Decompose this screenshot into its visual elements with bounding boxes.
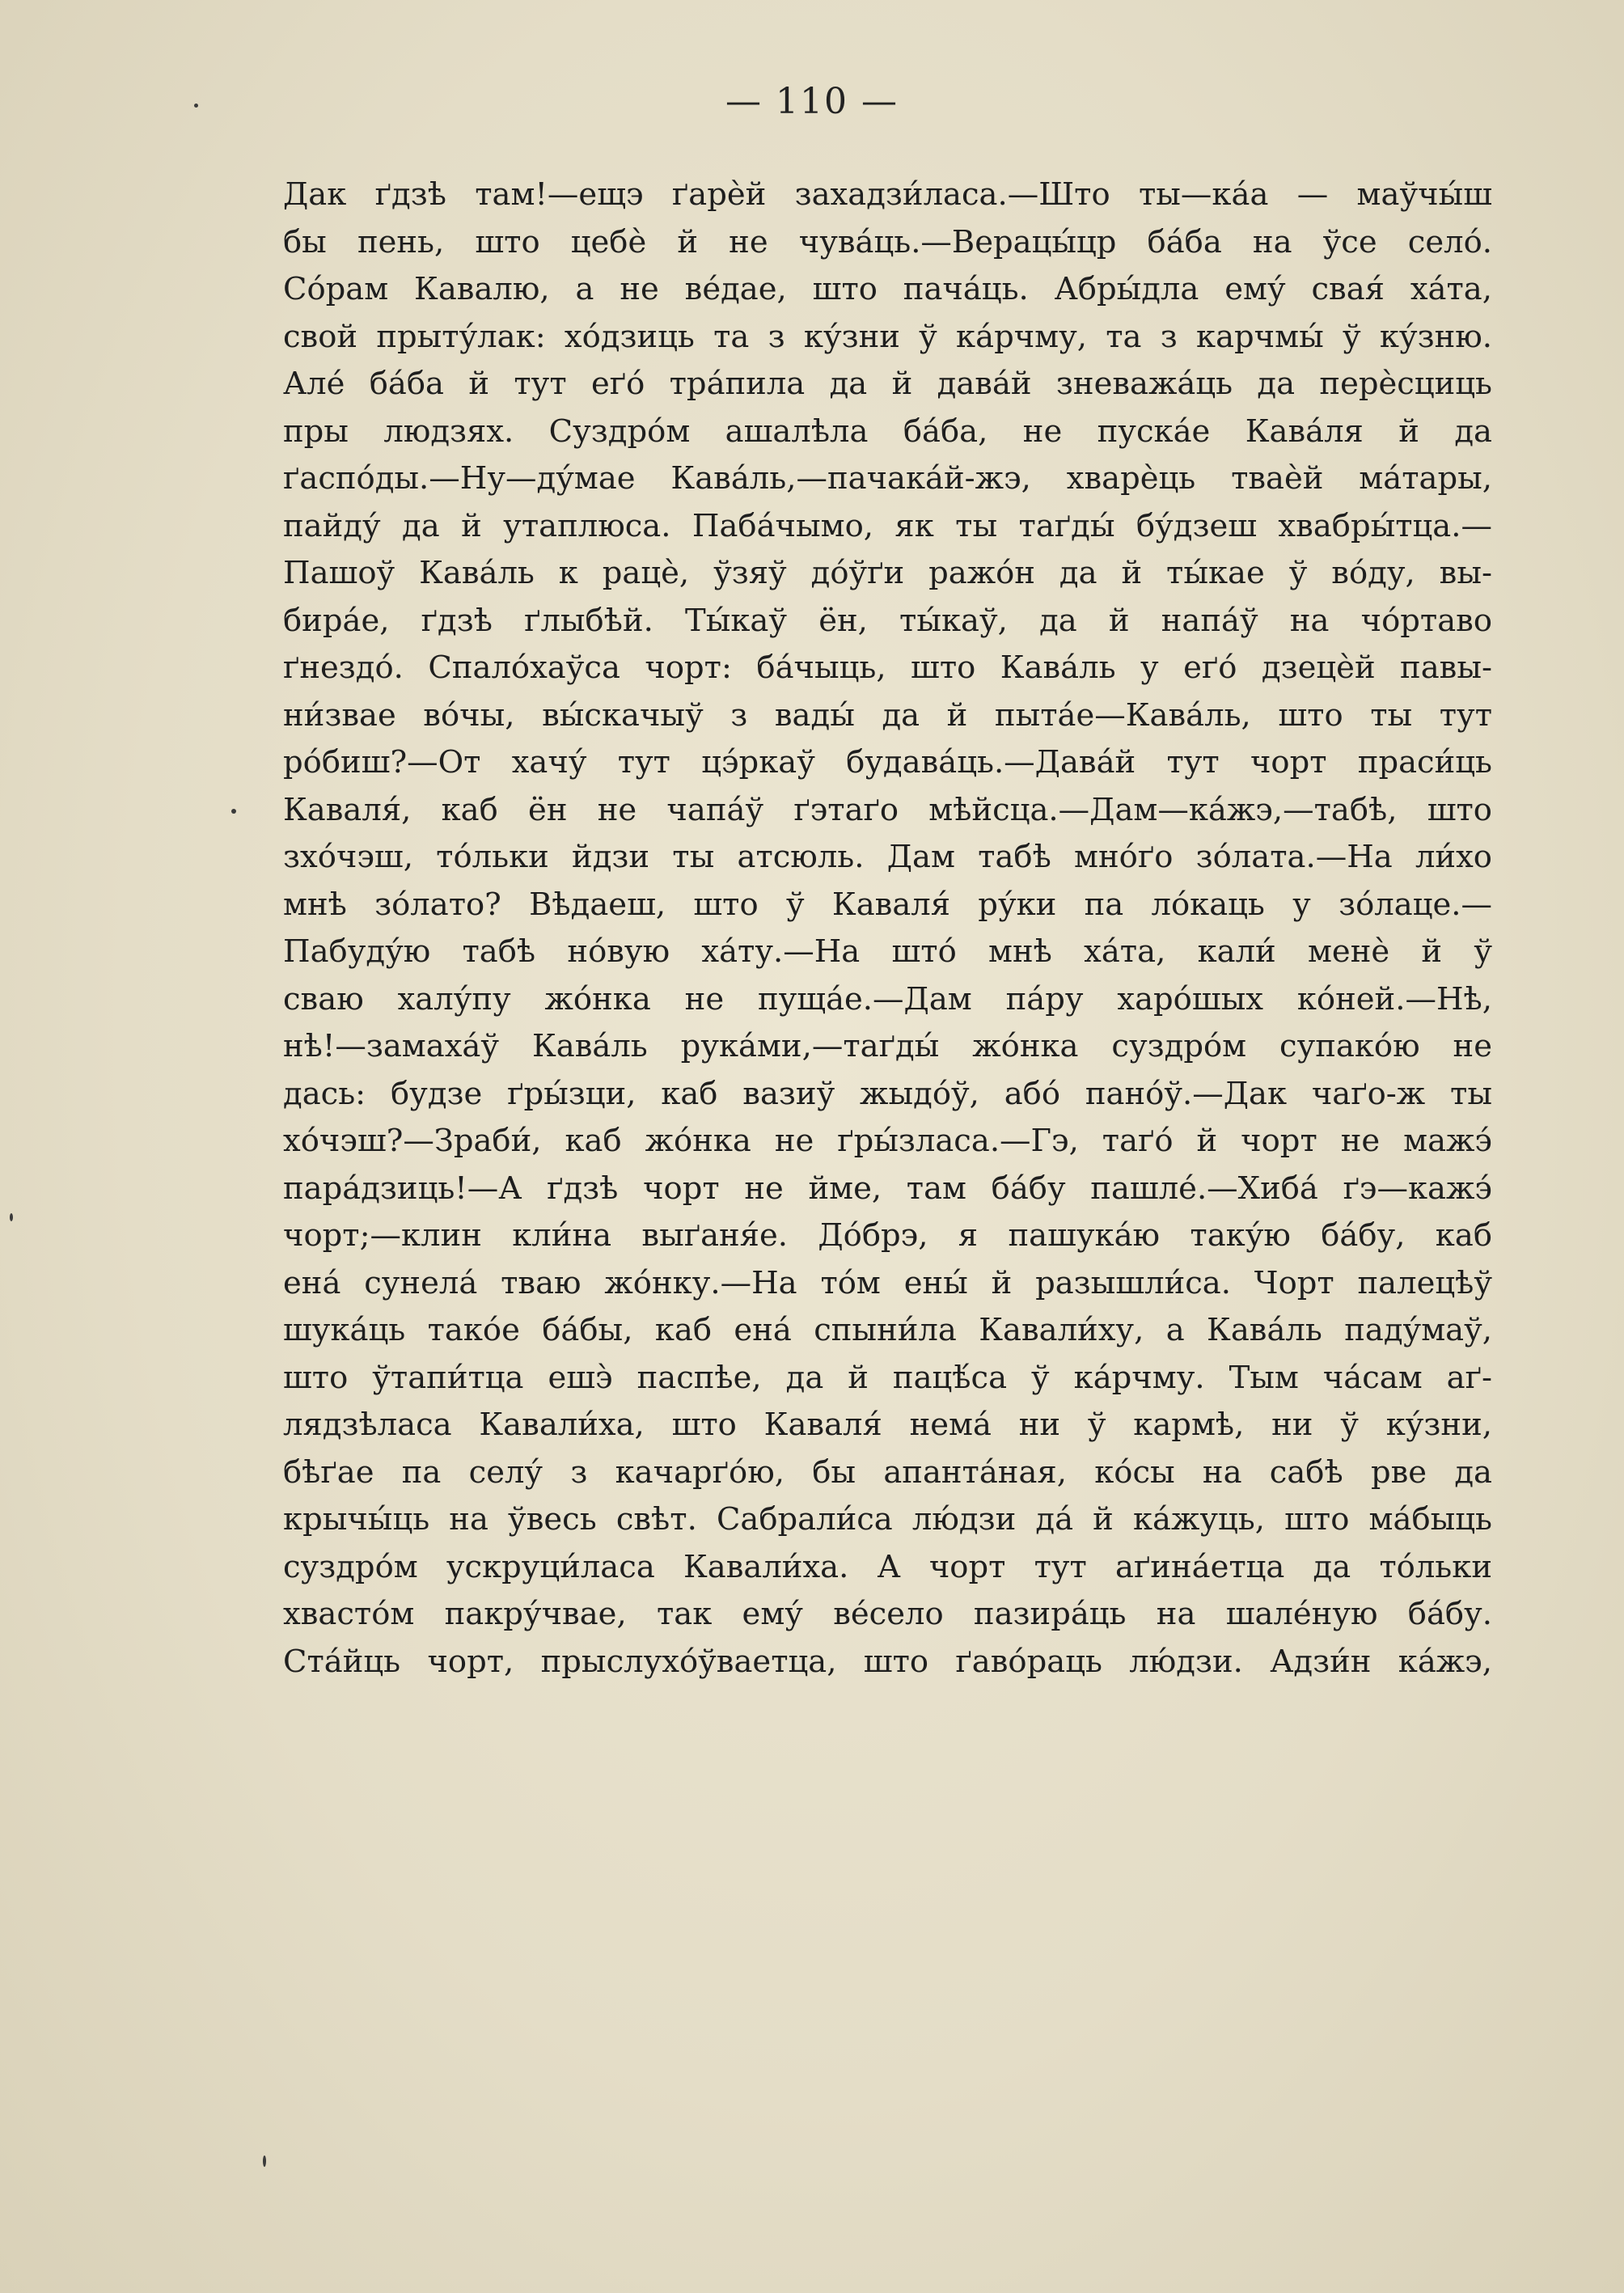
text-line: хо́чэш?—Зраби́, каб жо́нка не ґры́зласа.—Гэ, таґо́ й чорт не мажэ́: [283, 1123, 1492, 1159]
text-line: пайду́ да й утаплюса. Паба́чымо, як ты таґды́ бу́дзеш хвабры́тца.—: [283, 507, 1492, 544]
text-line: што ўтапи́тца ешэ̀ паспѣе, да й пацѣ́са ў ка́рчму. Тым ча́сам аґ-: [283, 1359, 1492, 1396]
paper-speck: [194, 104, 198, 108]
text-line: ни́звае во́чы, вы́скачыў з вады́ да й пыта́е—Кава́ль, што ты тут: [283, 696, 1492, 734]
text-line: крычы́ць на ўвесь свѣт. Сабрали́са лю́дзи да́ й ка́жуць, што ма́быць: [283, 1501, 1492, 1538]
text-line: Пашоў Кава́ль к рацѐ, ўзяў до́ўґи ражо́н да й ты́кае ў во́ду, вы-: [283, 555, 1492, 591]
text-line: ена́ сунела́ тваю жо́нку.—На то́м ены́ й разышли́са. Чорт палецѣў: [283, 1264, 1492, 1301]
text-line: дась: будзе ґры́зци, каб вазиў жыдо́ў, або́ пано́ў.—Дак чаґо-ж ты: [283, 1075, 1492, 1112]
text-line: ро́биш?—От хачу́ тут цэ́ркаў будава́ць.—Дава́й тут чорт праси́ць: [283, 744, 1492, 781]
text-line: шука́ць тако́е ба́бы, каб ена́ спыни́ла Кавали́ху, а Кава́ль паду́маў,: [283, 1312, 1492, 1348]
page-number: — 110 —: [725, 81, 899, 122]
text-line: Ста́йць чорт, прыслухо́ўваетца, што ґаво́раць лю́дзи. Адзи́н ка́жэ,: [283, 1643, 1492, 1680]
text-line: свой прыту́лак: хо́дзиць та з ку́зни ў ка́рчму, та з карчмы́ ў ку́зню.: [283, 318, 1492, 355]
paper-speck: [10, 1213, 13, 1221]
text-line: пры людзях. Суздро́м ашалѣла ба́ба, не пуска́е Кава́ля й да: [283, 412, 1492, 450]
text-line: чорт;—клин кли́на выґаня́е. До́брэ, я пашука́ю таку́ю ба́бу, каб: [283, 1217, 1492, 1254]
text-line: бира́е, ґдзѣ ґлыбѣй. Ты́каў ён, ты́каў, да й напа́ў на чо́ртаво: [283, 602, 1492, 639]
text-line: мнѣ зо́лато? Вѣдаеш, што ў Каваля́ ру́ки па ло́каць у зо́лаце.—: [283, 886, 1492, 923]
text-line: Дак ґдзѣ там!—ещэ ґарѐй захадзи́ласа.—Што ты—ка́а — маўчы́ш: [283, 176, 1492, 213]
text-line: ґаспо́ды.—Ну—ду́мае Кава́ль,—пачака́й-жэ, хварѐць тваѐй ма́тары,: [283, 460, 1492, 497]
text-line: ґнездо́. Спало́хаўса чорт: ба́чыць, што Кава́ль у еґо́ дзецѐй павы-: [283, 649, 1492, 686]
text-line: зхо́чэш, то́льки йдзи ты атсюль. Дам табѣ мно́ґо зо́лата.—На ли́хо: [283, 839, 1492, 875]
text-line: Каваля́, каб ён не чапа́ў ґэтаґо мѣйсца.—Дам—ка́жэ,—табѣ, што: [283, 791, 1492, 828]
paper-speck: [263, 2156, 266, 2167]
text-line: бы пень, што цебѐ й не чува́ць.—Верацы́цр ба́ба на ўсе село́.: [283, 223, 1492, 260]
text-line: хвасто́м пакру́чвае, так ему́ ве́село пазира́ць на шале́ную ба́бу.: [283, 1596, 1492, 1632]
text-line: сваю халу́пу жо́нка не пуща́е.—Дам па́ру харо́шых ко́ней.—Нѣ,: [283, 980, 1492, 1017]
text-line: суздро́м ускруци́ласа Кавали́ха. А чорт тут аґина́етца да то́льки: [283, 1548, 1492, 1585]
text-line: нѣ!—замаха́ў Кава́ль рука́ми,—таґды́ жо́нка суздро́м супако́ю не: [283, 1028, 1492, 1064]
text-line: пара́дзиць!—А ґдзѣ чорт не йме, там ба́бу пашле́.—Хиба́ ґэ—кажэ́: [283, 1170, 1492, 1207]
text-line: Пабуду́ю табѣ но́вую ха́ту.—На што́ мнѣ ха́та, кали́ менѐ й ў: [283, 933, 1492, 970]
paper-speck: [231, 809, 236, 814]
text-line: Але́ ба́ба й тут еґо́ тра́пила да й дава́й зневажа́ць да перѐсциць: [283, 366, 1492, 402]
text-line: бѣґае па селу́ з качарґо́ю, бы апанта́ная, ко́сы на сабѣ рве да: [283, 1453, 1492, 1491]
text-line: лядзѣласа Кавали́ха, што Каваля́ нема́ ни ў кармѣ, ни ў ку́зни,: [283, 1407, 1492, 1443]
text-line: Со́рам Кавалю, а не ве́дае, што пача́ць. Абры́дла ему́ свая́ ха́та,: [283, 271, 1492, 307]
body-text: [283, 171, 1492, 1686]
